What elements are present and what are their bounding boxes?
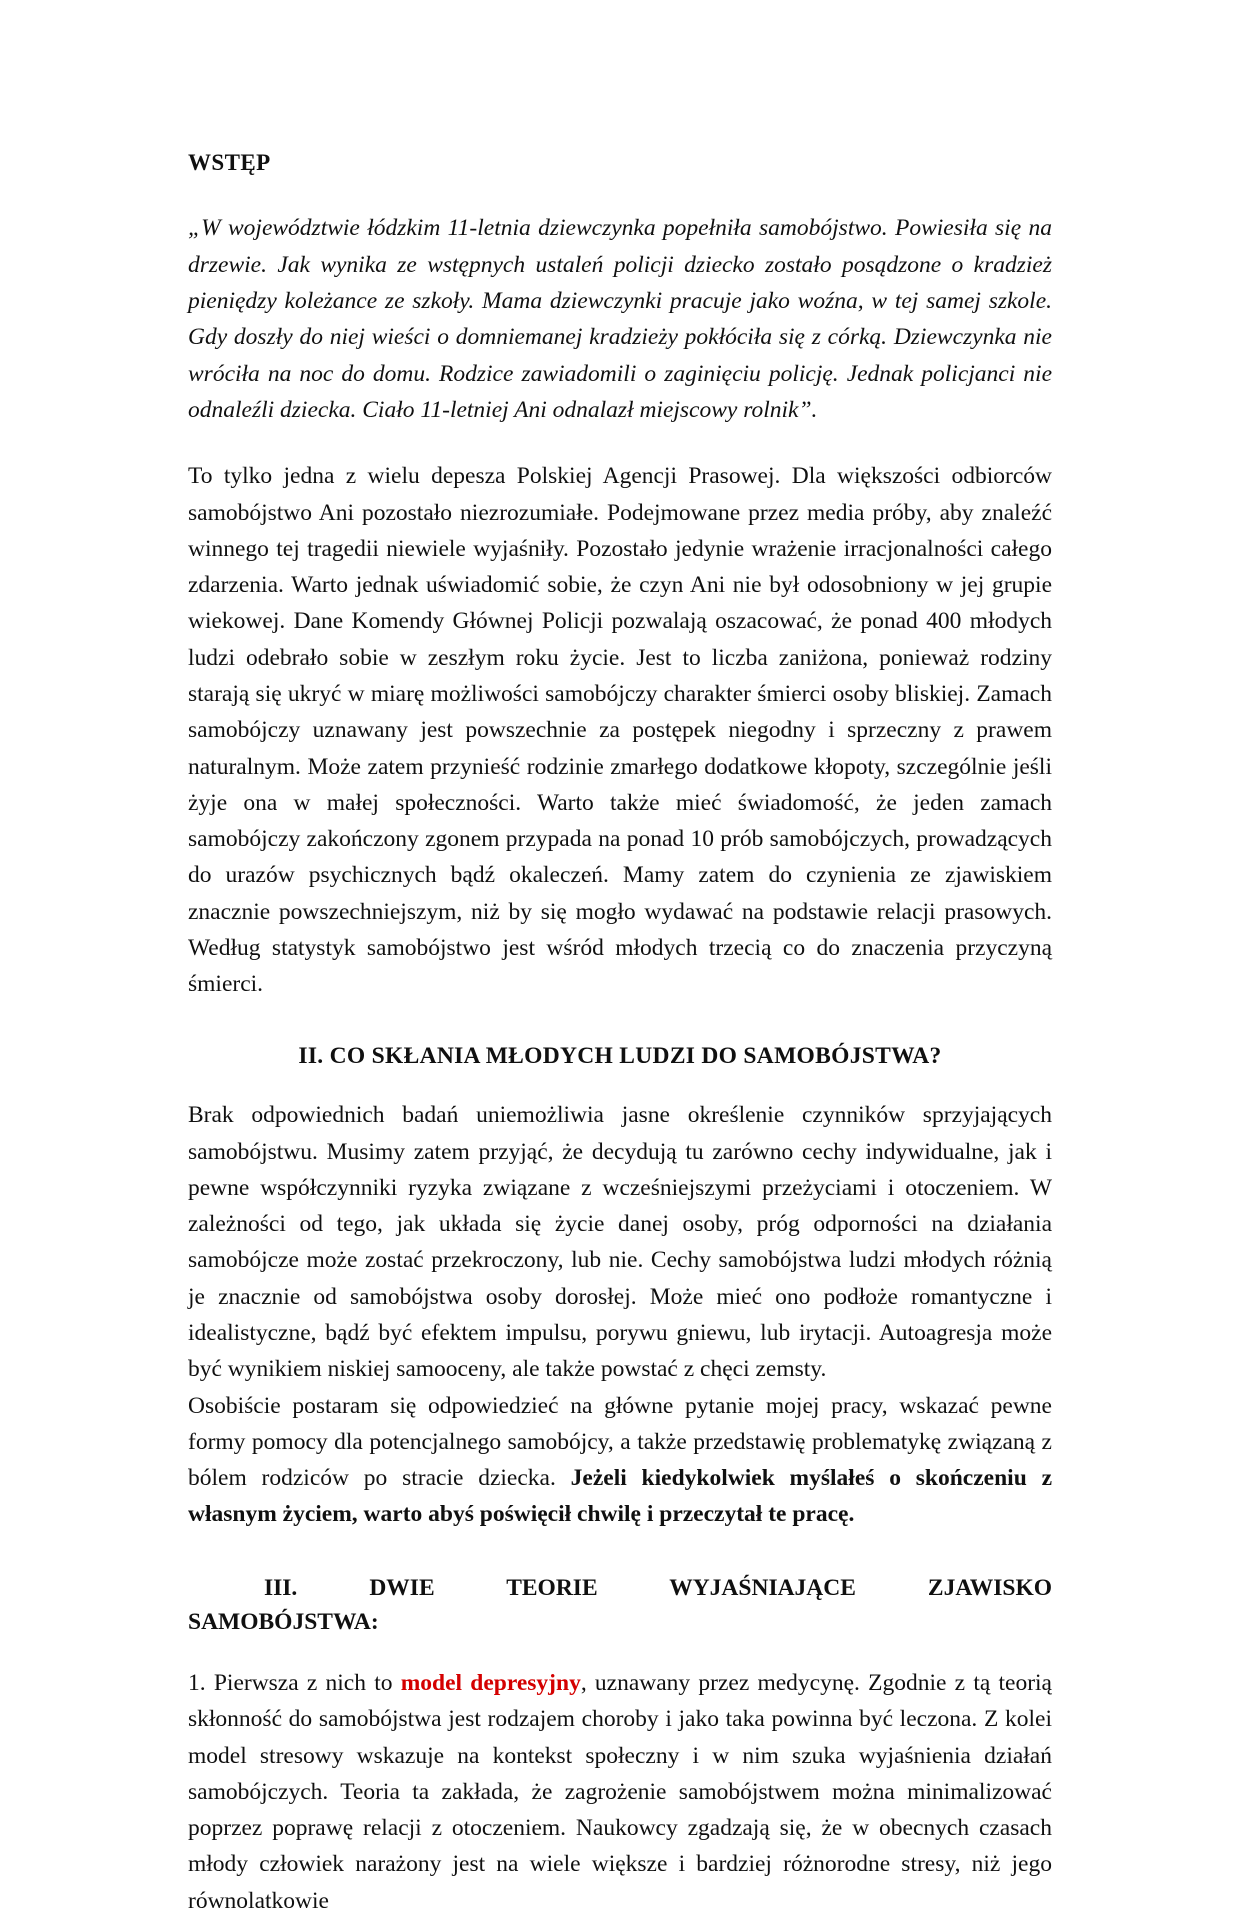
list-item-1-rest-text: , uznawany przez medycynę. Zgodnie z tą teorią skłonność do samobójstwa jest rodzajem choroby i jako taka powinna być leczona. Z kolei model stresowy wskazuje na kontekst społeczny i w nim szuka wyjaśnienia działań samobójczych. Teoria ta zakłada, że zagrożenie samobójstwem można minimalizować poprzez poprawę relacji z otoczeniem. Naukowcy zgadzają się, że w obecnych czasach młody człowiek narażony jest na wiele większe i bardziej różnorodne stresy, niż jego równolatkowie — [188, 1669, 1052, 1914]
highlighted-term-model-depresyjny: model depresyjny — [400, 1669, 581, 1696]
spacer-before-heading-2 — [188, 1003, 1052, 1041]
list-item-1-lead-text: 1. Pierwsza z nich to — [188, 1669, 401, 1696]
section-heading-ii: II. CO SKŁANIA MŁODYCH LUDZI DO SAMOBÓJSTWA? — [298, 1042, 942, 1069]
paragraph-section-ii-a: Brak odpowiednich badań uniemożliwia jasne określenie czynników sprzyjających samobójstwu. Musimy zatem przyjąć, że decydują tu zarówno cechy indywidualne, jak i pewne współczynniki ryzyka związane z wcześniejszymi przeżyciami i otoczeniem. W zależności od tego, jak układa się życie danej osoby, próg odporności na działania samobójcze może zostać przekroczony, lub nie. Cechy samobójstwa ludzi młodych różnią je znacznie od samobójstwa osoby dorosłej. Może mieć ono podłoże romantyczne i idealistyczne, bądź być efektem impulsu, porywu gniewu, lub irytacji. Autoagresja może być wynikiem niskiej samooceny, ale także powstać z chęci zemsty. — [188, 1102, 1052, 1383]
paragraph-introduction: To tylko jedna z wielu depesza Polskiej Agencji Prasowej. Dla większości odbiorców samobójstwo Ani pozostało niezrozumiałe. Podejmowane przez media próby, aby znaleźć winnego tej tragedii niewiele wyjaśniły. Pozostało jedynie wrażenie irracjonalności całego zdarzenia. Warto jednak uświadomić sobie, że czyn Ani nie był odosobniony w jej grupie wiekowej. Dane Komendy Głównej Policji pozwalają oszacować, że ponad 400 młodych ludzi odebrało sobie w zeszłym roku życie. Jest to liczba zaniżona, ponieważ rodziny starają się ukryć w miarę możliwości samobójczy charakter śmierci osoby bliskiej. Zamach samobójczy uznawany jest powszechnie za postępek niegodny i sprzeczny z prawem naturalnym. Może zatem przynieść rodzinie zmarłego dodatkowe kłopoty, szczególnie jeśli żyje ona w małej społeczności. Warto także mieć świadomość, że jeden zamach samobójczy zakończony zgonem przypada na ponad 10 prób samobójczych, prowadzących do urazów psychicznych bądź okaleczeń. Mamy zatem do czynienia ze zjawiskiem znacznie powszechniejszym, niż by się mogło wydawać na podstawie relacji prasowych. Według statystyk samobójstwo jest wśród młodych trzecią co do znaczenia przyczyną śmierci. — [188, 463, 1052, 998]
spacer-after-heading-2 — [188, 1071, 1052, 1097]
spacer-before-heading-3 — [188, 1533, 1052, 1571]
press-agency-quote: „W województwie łódzkim 11-letnia dziewczynka popełniła samobójstwo. Powiesiła się na drzewie. Jak wynika ze wstępnych ustaleń policji dziecko zostało posądzone o kradzież pieniędzy koleżance ze szkoły. Mama dziewczynki pracuje jako woźna, w tej samej szkole. Gdy doszły do niej wieści o domniemanej kradzieży pokłóciła się z córką. Dziewczynka nie wróciła na noc do domu. Rodzice zawiadomili o zaginięciu policję. Jednak policjanci nie odnaleźli dziecka. Ciało 11-letniej Ani odnalazł miejscowy rolnik”. — [188, 215, 1052, 423]
paragraph-section-iii — [188, 1665, 1052, 1919]
section-heading-wstep: WSTĘP — [188, 150, 271, 175]
document-text-column — [188, 150, 1052, 1919]
paragraph-section-ii-b-plain: Osobiście postaram się odpowiedzieć na główne pytanie mojej pracy, wskazać pewne formy pomocy dla potencjalnego samobójcy, a także przedstawię problematykę związaną z bólem rodziców po stracie dziecka. — [188, 1392, 1052, 1492]
call-to-action-bold-text: Jeżeli kiedykolwiek myślałeś o skończeniu z własnym życiem, warto abyś poświęcił chwilę i przeczytał te pracę. — [188, 1465, 1053, 1528]
paragraph-section-ii-b — [188, 1388, 1052, 1533]
section-heading-iii-line-1: III. DWIE TEORIE WYJAŚNIAJĄCE ZJAWISKO — [264, 1574, 1052, 1601]
section-heading-iii-line-2: SAMOBÓJSTWA: — [188, 1608, 379, 1635]
section-heading-iii — [188, 1571, 1052, 1639]
spacer-after-heading-3 — [188, 1639, 1052, 1665]
